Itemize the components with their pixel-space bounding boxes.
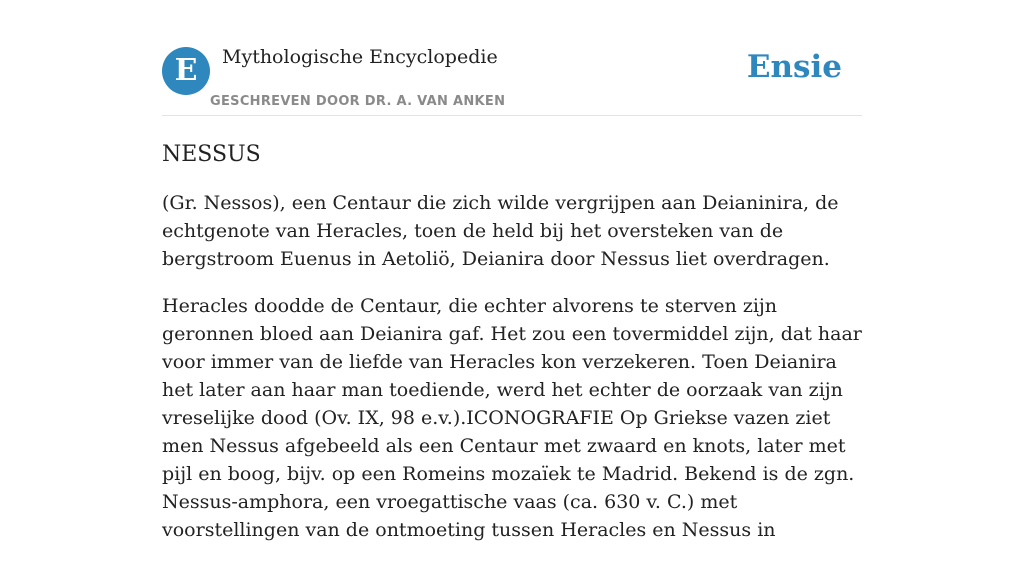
header <box>162 46 862 116</box>
brand-logo[interactable]: Ensie <box>746 49 842 85</box>
source-title[interactable]: Mythologische Encyclopedie <box>222 46 498 68</box>
header-divider <box>162 115 862 116</box>
article <box>162 140 862 563</box>
article-paragraph: Heracles doodde de Centaur, die echter alvorens te sterven zijn geronnen bloed aan Deianira gaf. Het zou een tovermiddel zijn, dat haar voor immer van de liefde van Heracles kon verzekeren. Toen Deianira het later aan haar man toediende, werd het echter de oorzaak van zijn vreselijke dood (Ov. IX, 98 e.v.).ICONOGRAFIE Op Griekse vazen ziet men Nessus afgebeeld als een Centaur met zwaard en knots, later met pijl en boog, bijv. op een Romeins mozaïek te Madrid. Bekend is de zgn. Nessus-amphora, een vroegattische vaas (ca. 630 v. C.) met voorstellingen van de ontmoeting tussen Heracles en Nessus in <box>162 295 862 541</box>
author-line: GESCHREVEN DOOR DR. A. VAN ANKEN <box>210 94 506 109</box>
article-title: NESSUS <box>162 142 261 167</box>
source-logo[interactable]: E <box>162 47 210 95</box>
article-paragraph: (Gr. Nessos), een Centaur die zich wilde vergrijpen aan Deianinira, de echtgenote van Heracles, toen de held bij het oversteken van de bergstroom Euenus in Aetoliö, Deianira door Nessus liet overdragen. <box>162 192 839 270</box>
